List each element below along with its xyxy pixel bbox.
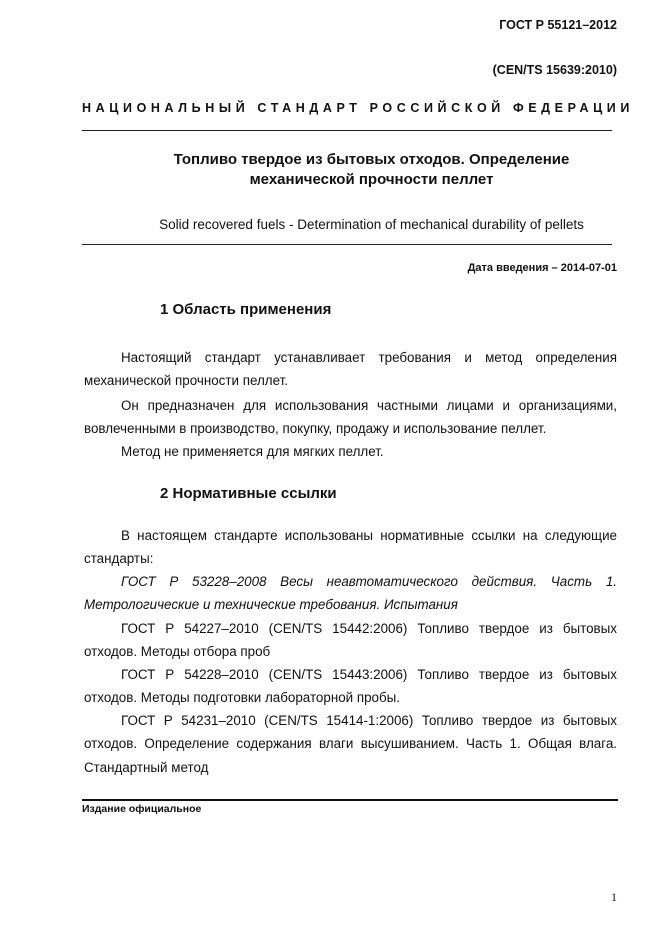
footer-rule: [82, 799, 618, 801]
section1-paragraph: Настоящий стандарт устанавливает требования и метод определения механической прочности пеллет.: [84, 350, 617, 389]
reference-item: ГОСТ Р 54227–2010 (CEN/TS 15442:2006) Топливо твердое из бытовых отходов. Методы отбора проб: [84, 621, 617, 660]
reference-item: ГОСТ Р 53228–2008 Весы неавтоматического действия. Часть 1. Метрологические и технические требования. Испытания: [84, 574, 617, 613]
gost-number: ГОСТ Р 55121–2012: [499, 18, 617, 32]
title-rule: [82, 244, 612, 245]
title-ru-line2: механической прочности пеллет: [249, 171, 494, 188]
header-rule: [82, 130, 612, 131]
section2-intro: В настоящем стандарте использованы нормативные ссылки на следующие стандарты:: [84, 528, 617, 567]
edition-label: Издание официальное: [82, 803, 202, 815]
section1-paragraph: Метод не применяется для мягких пеллет.: [121, 444, 384, 459]
reference-item: ГОСТ Р 54228–2010 (CEN/TS 15443:2006) Топливо твердое из бытовых отходов. Методы подготовки лабораторной пробы.: [84, 667, 617, 706]
standard-type-heading: НАЦИОНАЛЬНЫЙ СТАНДАРТ РОССИЙСКОЙ ФЕДЕРАЦИИ: [82, 101, 634, 115]
section1-paragraph: Он предназначен для использования частными лицами и организациями, вовлеченными в производство, покупку, продажу и использование пеллет.: [84, 398, 617, 437]
title-ru-line1: Топливо твердое из бытовых отходов. Определение: [173, 151, 570, 168]
reference-item: ГОСТ Р 54231–2010 (CEN/TS 15414-1:2006) Топливо твердое из бытовых отходов. Определение содержания влаги высушиванием. Часть 1. Общая влага. Стандартный метод: [84, 713, 617, 775]
section2-heading: 2 Нормативные ссылки: [160, 485, 337, 502]
page-number: 1: [611, 890, 617, 904]
title-en: Solid recovered fuels - Determination of mechanical durability of pellets: [159, 217, 584, 232]
section1-heading: 1 Область применения: [160, 301, 332, 318]
date-introduction: Дата введения – 2014-07-01: [467, 262, 617, 274]
equivalent-standard: (CEN/TS 15639:2010): [492, 63, 617, 77]
